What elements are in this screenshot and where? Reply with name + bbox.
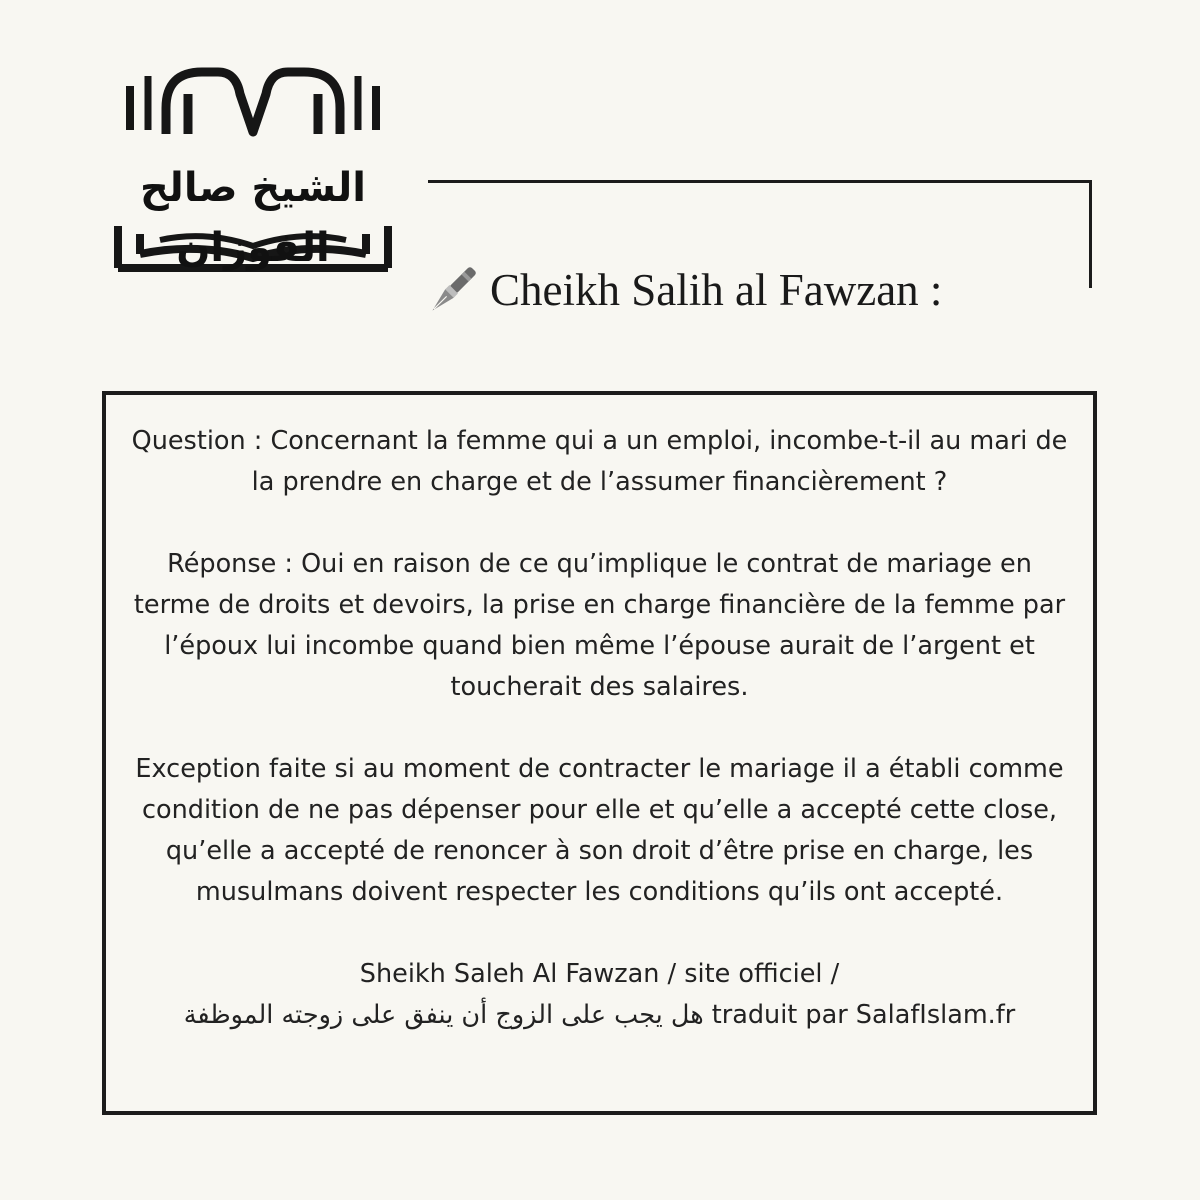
logo-arabic-name: الشيخ صالح الفوزان <box>139 165 367 271</box>
exception-paragraph: Exception faite si au moment de contracter le mariage il a établi comme condition de ne pas dépenser pour elle et qu’elle a accepté cette close, qu’elle a accepté de renoncer à son droit d’être prise en charge, les musulmans doivent respecter les conditions qu’ils ont accepté. <box>135 754 1064 907</box>
content-box <box>102 391 1097 1115</box>
heading-title: Cheikh Salih al Fawzan : <box>490 265 943 315</box>
answer-paragraph: Réponse : Oui en raison de ce qu’implique le contrat de mariage en terme de droits et devoirs, la prise en charge financière de la femme par l’époux lui incombe quand bien même l’épouse aurait de l’argent et toucherait des salaires. <box>133 549 1066 702</box>
content-text <box>126 421 1073 1077</box>
fountain-pen-icon <box>426 263 480 317</box>
logo <box>108 58 398 288</box>
question-paragraph: Question : Concernant la femme qui a un emploi, incombe-t-il au mari de la prendre en charge et de l’assumer financièrement ? <box>131 426 1068 497</box>
credit-arabic-title: هل يجب على الزوج أن ينفق على زوجته الموظفة <box>183 1000 704 1030</box>
page-heading <box>426 258 954 322</box>
source-credit <box>126 954 1073 1036</box>
credit-translator: traduit par SalafIslam.fr <box>711 1000 1016 1030</box>
credit-source: Sheikh Saleh Al Fawzan / site officiel / <box>359 959 840 989</box>
